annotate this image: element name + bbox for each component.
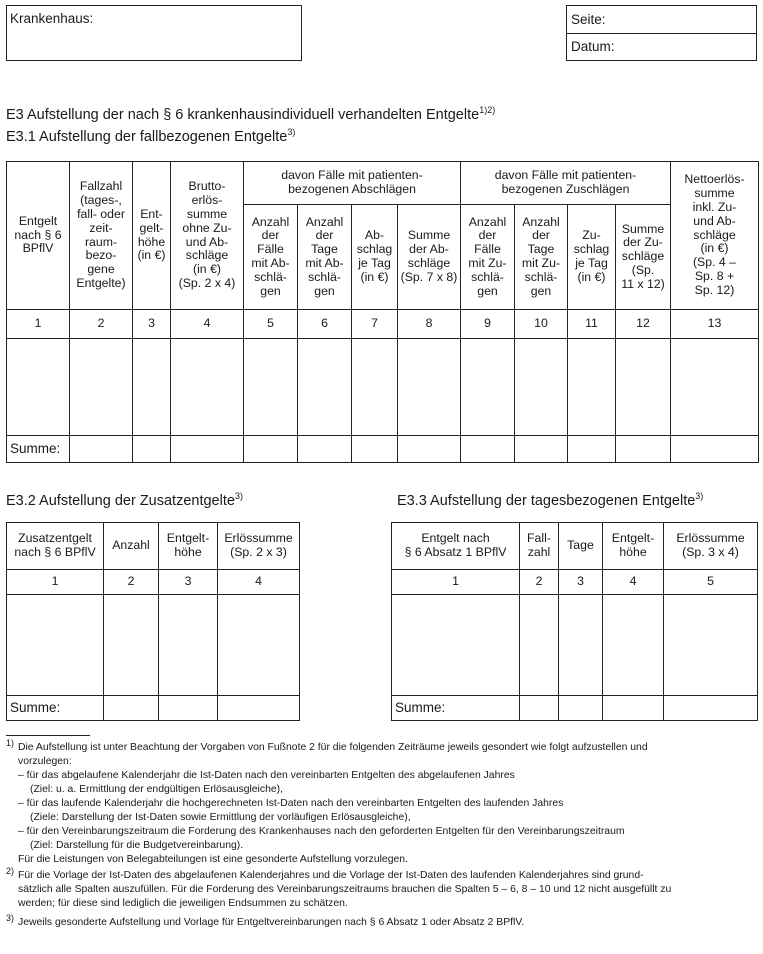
- title-e32-text: E3.2 Aufstellung der Zusatzentgelte: [6, 493, 235, 509]
- footnote-text: (Ziele: Darstellung der Ist-Daten sowie Ermittlung der vorläufigen Erlösausgleiche),: [30, 812, 411, 823]
- data-cell[interactable]: [559, 595, 603, 696]
- header-group-zuschlaege: davon Fälle mit patienten- bezogenen Zuschlägen: [461, 162, 671, 205]
- header-summe-zuschlaege: Summe der Zu- schläge (Sp. 11 x 12): [616, 205, 671, 310]
- data-cell[interactable]: [7, 595, 104, 696]
- hospital-box[interactable]: [6, 5, 302, 61]
- data-cell[interactable]: [603, 595, 664, 696]
- data-cell[interactable]: [671, 339, 759, 436]
- column-number: 1: [7, 310, 70, 339]
- footnote-text: – für das laufende Kalenderjahr die hochgerechneten Ist-Daten nach den vereinbarten Entgelten des laufenden Jahres: [18, 798, 564, 809]
- sum-cell[interactable]: [133, 436, 171, 463]
- sum-cell[interactable]: [218, 696, 300, 721]
- title-e32: [6, 493, 243, 509]
- sum-label: Summe:: [392, 696, 520, 721]
- sum-cell[interactable]: [515, 436, 568, 463]
- header-fallzahl: Fallzahl (tages-, fall- oder zeit- raum- bezo- gene Entgelte): [70, 162, 133, 310]
- column-number: 6: [298, 310, 352, 339]
- data-cell[interactable]: [104, 595, 159, 696]
- footnote-text: sätzlich alle Spalten auszufüllen. Für die Forderung des Vereinbarungszeitraums brauchen die Spalten 5 – 6, 8 – 10 und 12 nicht ausgefüllt zu: [18, 884, 672, 895]
- column-number: 11: [568, 310, 616, 339]
- column-number: 1: [392, 570, 520, 595]
- column-number: 7: [352, 310, 398, 339]
- table-zusatzentgelte: [6, 522, 300, 721]
- footnote-text: (Ziel: u. a. Ermittlung der endgültigen Erlösausgleiche),: [30, 784, 283, 795]
- column-number: 2: [70, 310, 133, 339]
- header-entgelt-nach-p6: Entgelt nach § 6 Absatz 1 BPflV: [392, 523, 520, 570]
- header-entgelthoehe: Entgelt- höhe: [603, 523, 664, 570]
- sum-cell[interactable]: [568, 436, 616, 463]
- sum-cell[interactable]: [398, 436, 461, 463]
- data-cell[interactable]: [7, 339, 70, 436]
- footnote-text: Für die Vorlage der Ist-Daten des abgelaufenen Kalenderjahres und die Vorlage der Ist-Daten des laufenden Kalenderjahres sind grund-: [18, 870, 644, 881]
- data-cell[interactable]: [159, 595, 218, 696]
- header-erloessumme: Erlössumme (Sp. 2 x 3): [218, 523, 300, 570]
- footnote-text: – für den Vereinbarungszeitraum die Forderung des Krankenhauses nach den geforderten Entgelten für den Vereinbarungszeitraum: [18, 826, 625, 837]
- column-number: 12: [616, 310, 671, 339]
- title-e33-text: E3.3 Aufstellung der tagesbezogenen Entgelte: [397, 493, 696, 509]
- sum-label: Summe:: [7, 696, 104, 721]
- header-entgelthoehe: Ent- gelt- höhe (in €): [133, 162, 171, 310]
- title-e31-text: E3.1 Aufstellung der fallbezogenen Entgelte: [6, 129, 288, 145]
- date-field[interactable]: [567, 33, 756, 60]
- title-e3-sup: 1)2): [479, 105, 496, 116]
- table-tagesbezogene-entgelte: [391, 522, 758, 721]
- data-cell[interactable]: [616, 339, 671, 436]
- sum-cell[interactable]: [244, 436, 298, 463]
- data-cell[interactable]: [461, 339, 515, 436]
- title-e32-sup: 3): [234, 491, 243, 502]
- sum-cell[interactable]: [70, 436, 133, 463]
- footnote-divider: [6, 735, 90, 736]
- footnote-text: Für die Leistungen von Belegabteilungen ist eine gesonderte Aufstellung vorzulegen.: [18, 854, 408, 865]
- column-number: 2: [520, 570, 559, 595]
- header-abschlag-je-tag: Ab- schlag je Tag (in €): [352, 205, 398, 310]
- column-number: 9: [461, 310, 515, 339]
- data-cell[interactable]: [568, 339, 616, 436]
- footnote-text: (Ziel: Darstellung für die Budgetvereinbarung).: [30, 840, 244, 851]
- column-number: 3: [159, 570, 218, 595]
- column-number: 3: [559, 570, 603, 595]
- header-zuschlag-je-tag: Zu- schlag je Tag (in €): [568, 205, 616, 310]
- data-cell[interactable]: [352, 339, 398, 436]
- data-cell[interactable]: [218, 595, 300, 696]
- data-cell[interactable]: [133, 339, 171, 436]
- header-tage-zuschlaege: Anzahl der Tage mit Zu- schlä- gen: [515, 205, 568, 310]
- header-anzahl: Anzahl: [104, 523, 159, 570]
- title-e31: [6, 129, 295, 145]
- title-e3-text: E3 Aufstellung der nach § 6 krankenhausindividuell verhandelten Entgelte: [6, 107, 480, 123]
- header-faelle-zuschlaege: Anzahl der Fälle mit Zu- schlä- gen: [461, 205, 515, 310]
- header-summe-abschlaege: Summe der Ab- schläge (Sp. 7 x 8): [398, 205, 461, 310]
- sum-cell[interactable]: [352, 436, 398, 463]
- footnote-text: werden; für diese sind lediglich die jeweiligen Endsummen zu schätzen.: [18, 898, 348, 909]
- header-erloessumme: Erlössumme (Sp. 3 x 4): [664, 523, 758, 570]
- header-nettoerloessumme: Nettoerlös- summe inkl. Zu- und Ab- schläge (in €) (Sp. 4 – Sp. 8 + Sp. 12): [671, 162, 759, 310]
- table-fallbezogene-entgelte: [6, 161, 759, 463]
- header-entgelthoehe: Entgelt- höhe: [159, 523, 218, 570]
- data-cell[interactable]: [298, 339, 352, 436]
- sum-cell[interactable]: [461, 436, 515, 463]
- data-cell[interactable]: [520, 595, 559, 696]
- header-fallzahl: Fall- zahl: [520, 523, 559, 570]
- header-tage: Tage: [559, 523, 603, 570]
- column-number: 10: [515, 310, 568, 339]
- data-cell[interactable]: [392, 595, 520, 696]
- sum-cell[interactable]: [559, 696, 603, 721]
- sum-cell[interactable]: [298, 436, 352, 463]
- header-entgelt: Entgelt nach § 6 BPflV: [7, 162, 70, 310]
- column-number: 1: [7, 570, 104, 595]
- column-number: 13: [671, 310, 759, 339]
- column-number: 2: [104, 570, 159, 595]
- header-group-abschlaege: davon Fälle mit patienten- bezogenen Abschlägen: [244, 162, 461, 205]
- page-field[interactable]: [567, 6, 756, 34]
- title-e3: [6, 107, 495, 123]
- sum-cell[interactable]: [520, 696, 559, 721]
- sum-cell[interactable]: [159, 696, 218, 721]
- sum-cell[interactable]: [616, 436, 671, 463]
- data-cell[interactable]: [244, 339, 298, 436]
- page-label: Seite:: [571, 12, 606, 27]
- sum-cell[interactable]: [104, 696, 159, 721]
- sum-cell[interactable]: [671, 436, 759, 463]
- date-label: Datum:: [571, 39, 615, 54]
- header-zusatzentgelt: Zusatzentgelt nach § 6 BPflV: [7, 523, 104, 570]
- title-e33-sup: 3): [695, 491, 704, 502]
- header-faelle-abschlaege: Anzahl der Fälle mit Ab- schlä- gen: [244, 205, 298, 310]
- sum-cell[interactable]: [171, 436, 244, 463]
- header-tage-abschlaege: Anzahl der Tage mit Ab- schlä- gen: [298, 205, 352, 310]
- data-cell[interactable]: [70, 339, 133, 436]
- column-number: 4: [171, 310, 244, 339]
- hospital-label: Krankenhaus:: [10, 11, 94, 26]
- title-e31-sup: 3): [287, 127, 296, 138]
- column-number: 5: [664, 570, 758, 595]
- footnote-text: vorzulegen:: [18, 756, 72, 767]
- title-e33: [397, 493, 703, 509]
- footnote-3: $^{3)}$ Jeweils gesonderte Aufstellung und Vorlage für Entgeltvereinbarungen nach § 6 Absatz 1 oder Absatz 2 BPflV.: [6, 912, 525, 928]
- column-number: 4: [218, 570, 300, 595]
- column-number: 8: [398, 310, 461, 339]
- footnote-2: $^{2)}$ Für die Vorlage der Ist-Daten des abgelaufenen Kalenderjahres und die Vorlage der Ist-Daten des laufenden Kalenderjahres sind grund- sätzlich alle Spalten auszufüllen. Für die Forderung des Vereinbarungszeitraums brauchen die Spalten 5 – 6, 8 – 10 und 12 nicht ausgefüllt zu werden; für diese sind lediglich die jeweiligen Endsummen zu schätzen.: [6, 869, 758, 911]
- sum-label: Summe:: [7, 436, 70, 463]
- data-cell[interactable]: [398, 339, 461, 436]
- footnote-text: Jeweils gesonderte Aufstellung und Vorlage für Entgeltvereinbarungen nach § 6 Absatz 1 oder Absatz 2 BPflV.: [18, 917, 525, 928]
- data-cell[interactable]: [515, 339, 568, 436]
- data-cell[interactable]: [664, 595, 758, 696]
- footnote-text: – für das abgelaufene Kalenderjahr die Ist-Daten nach den vereinbarten Entgelten des abgelaufenen Jahres: [18, 770, 515, 781]
- page-date-box: [566, 5, 757, 61]
- sum-cell[interactable]: [664, 696, 758, 721]
- column-number: 3: [133, 310, 171, 339]
- header-bruttoerloessumme: Brutto- erlös- summe ohne Zu- und Ab- schläge (in €) (Sp. 2 x 4): [171, 162, 244, 310]
- footnote-text: Die Aufstellung ist unter Beachtung der Vorgaben von Fußnote 2 für die folgenden Zeiträume jeweils gesondert wie folgt aufzustellen und: [18, 742, 648, 753]
- column-number: 4: [603, 570, 664, 595]
- footnote-1: $^{1)}$ Die Aufstellung ist unter Beachtung der Vorgaben von Fußnote 2 für die folgenden Zeiträume jeweils gesondert wie folgt aufzustellen und vorzulegen: – für das abgelaufene Kalenderjahr die Ist-Daten nach den vereinbarten Entgelten des abgelaufenen Jahres (Ziel: u. a. Ermittlung der endgültigen Erlösausgleiche), – für das laufende Kalenderjahr die hochgerechneten Ist-Daten nach den vereinbarten Entgelten des laufenden Jahres (Ziele: Darstellung der Ist-Daten sowie Ermittlung der vorläufigen Erlösausgleiche), – für den Vereinbarungszeitraum die Forderung des Krankenhauses nach den geforderten Entgelten für den Vereinbarungszeitraum (Ziel: Darstellung für die Budgetvereinbarung). Für die Leistungen von Belegabteilungen ist eine gesonderte Aufstellung vorzulegen.: [6, 741, 758, 867]
- sum-cell[interactable]: [603, 696, 664, 721]
- column-number: 5: [244, 310, 298, 339]
- data-cell[interactable]: [171, 339, 244, 436]
